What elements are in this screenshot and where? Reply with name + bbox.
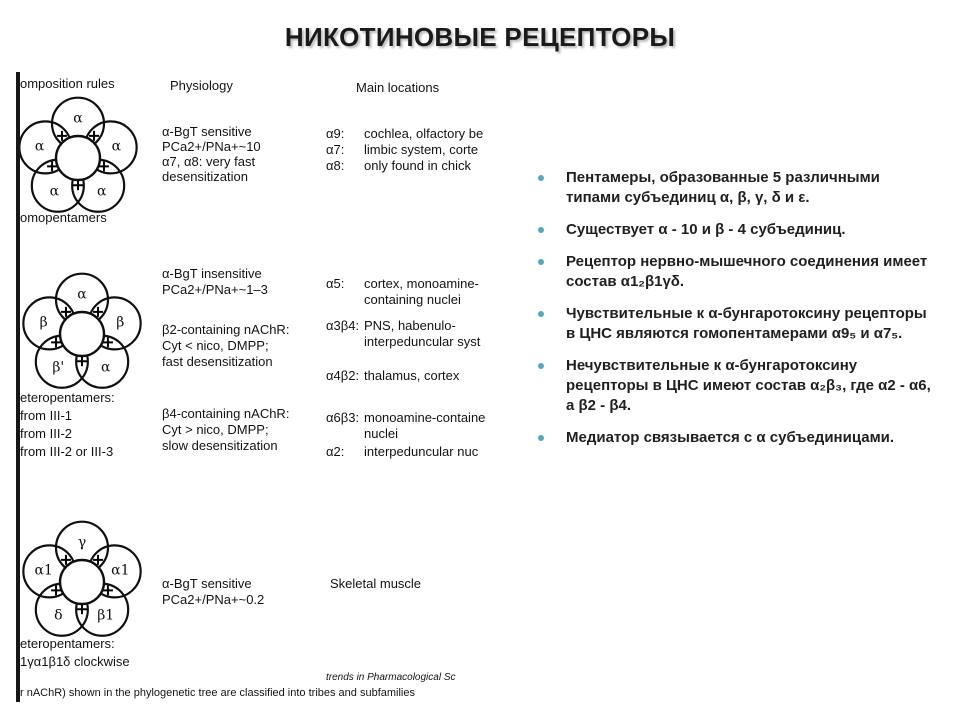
homo-rosette-subunit-label: α [111, 138, 122, 155]
homo-rosette-pore [56, 136, 100, 180]
homo-loc-text: limbic system, corte [364, 142, 479, 157]
homo-rosette-subunit-label: α [49, 183, 60, 200]
bullet-dot-icon [538, 259, 544, 265]
muscle-rosette-subunit-label: α1 [34, 562, 53, 579]
hetero-loc-text: containing nuclei [364, 292, 461, 307]
receptor-figure [16, 72, 500, 702]
hetero-label: from III-2 or III-3 [20, 444, 114, 459]
hetero-phys-line: β2-containing nAChR: [162, 322, 290, 337]
homo-loc-text: cochlea, olfactory be [364, 126, 484, 141]
header-locations: Main locations [356, 80, 440, 95]
hetero-phys-line: α-BgT insensitive [162, 266, 262, 281]
hetero-rosette-pore [60, 312, 104, 356]
homo-phys-line: PCa2+/PNa+~10 [162, 139, 261, 154]
homo-rosette-binding-site-icon [73, 180, 83, 190]
hetero-loc-text: monoamine-containe [364, 410, 486, 425]
muscle-rosette-subunit-label: β1 [97, 607, 115, 624]
figure-footer: r nAChR) shown in the phylogenetic tree are classified into tribes and subfamilies [20, 687, 415, 699]
hetero-loc-text: thalamus, cortex [364, 368, 460, 383]
homo-loc-subunit: α9: [326, 126, 345, 141]
hetero-phys-line: Cyt > nico, DMPP; [162, 422, 269, 437]
bullet-dot-icon [538, 363, 544, 369]
hetero-phys-line: slow desensitization [162, 438, 278, 453]
muscle-rosette-subunit-label: α1 [111, 562, 130, 579]
hetero-phys-line: fast desensitization [162, 354, 273, 369]
homo-phys-line: α-BgT sensitive [162, 124, 252, 139]
hetero-loc-subunit: α6β3: [326, 410, 360, 425]
bullet-item [536, 168, 931, 208]
hetero-loc-subunit: α3β4: [326, 318, 360, 333]
figure-credit: trends in Pharmacological Sc [326, 672, 456, 683]
bullet-text: Чувствительные к α-бунгаротоксину рецепторы в ЦНС являются гомопентамерами α9₅ и α7₅. [566, 305, 927, 342]
homo-loc-subunit: α7: [326, 142, 345, 157]
hetero-loc-text: cortex, monoamine- [364, 276, 479, 291]
muscle-rosette-subunit-label: δ [54, 607, 63, 624]
hetero-label: from III-1 [20, 408, 73, 423]
bullet-item [536, 428, 931, 448]
header-physiology: Physiology [170, 78, 233, 93]
hetero-rosette-subunit-label: β [116, 314, 125, 331]
hetero-rosette-subunit-label: α [100, 359, 111, 376]
bullet-item [536, 356, 931, 416]
hetero-loc-subunit: α5: [326, 276, 345, 291]
homo-rosette-subunit-label: α [34, 138, 45, 155]
bullet-dot-icon [538, 311, 544, 317]
muscle-location: Skeletal muscle [330, 576, 422, 591]
bullet-text: Существует α - 10 и β - 4 субъединиц. [566, 221, 846, 238]
hetero-rosette-subunit-label: β' [52, 359, 65, 376]
bullet-dot-icon [538, 227, 544, 233]
hetero-loc-text: interpeduncular nuc [364, 444, 479, 459]
bullet-list [536, 168, 931, 460]
hetero-loc-subunit: α4β2: [326, 368, 360, 383]
muscle-rosette-binding-site-icon [77, 604, 87, 614]
muscle-phys-line: PCa2+/PNa+~0.2 [162, 592, 265, 607]
hetero-rosette-subunit-label: α [77, 286, 87, 303]
homo-label: omopentamers [20, 210, 107, 225]
hetero-phys-line: PCa2+/PNa+~1–3 [162, 282, 268, 297]
homo-phys-line: α7, α8: very fast [162, 154, 256, 169]
hetero-loc-text: PNS, habenulo- [364, 318, 456, 333]
hetero-label: eteropentamers: [20, 390, 115, 405]
bullet-text: Пентамеры, образованные 5 различными типами субъединиц α, β, γ, δ и ε. [566, 169, 880, 206]
bullet-item [536, 220, 931, 240]
muscle-rosette-pore [60, 560, 104, 604]
hetero-rosette-binding-site-icon [77, 356, 87, 366]
homo-phys-line: desensitization [162, 169, 248, 184]
bullet-text: Рецептор нервно-мышечного соединения имеет состав α1₂β1γδ. [566, 253, 928, 290]
hetero-loc-text: nuclei [364, 426, 398, 441]
muscle-phys-line: α-BgT sensitive [162, 576, 252, 591]
hetero-phys-line: β4-containing nAChR: [162, 406, 290, 421]
hetero-loc-text: interpeduncular syst [364, 334, 481, 349]
hetero-rosette-subunit-label: β [39, 314, 48, 331]
hetero-label: from III-2 [20, 426, 73, 441]
muscle-rosette-subunit-label: γ [77, 534, 87, 551]
homo-rosette-subunit-label: α [96, 183, 107, 200]
bullet-text: Нечувствительные к α-бунгаротоксину рецепторы в ЦНС имеют состав α₂β₃, где α2 - α6, а β2 - β4. [566, 357, 931, 414]
hetero-phys-line: Cyt < nico, DMPP; [162, 338, 269, 353]
homo-loc-subunit: α8: [326, 158, 345, 173]
bullet-dot-icon [538, 435, 544, 441]
slide-title: НИКОТИНОВЫЕ РЕЦЕПТОРЫ [284, 22, 676, 52]
muscle-label: 1γα1β1δ clockwise [20, 654, 130, 669]
bullet-text: Медиатор связывается с α субъединицами. [566, 429, 895, 446]
bullet-dot-icon [538, 175, 544, 181]
hetero-loc-subunit: α2: [326, 444, 345, 459]
muscle-label: eteropentamers: [20, 636, 115, 651]
homo-rosette-subunit-label: α [73, 110, 83, 127]
bullet-item [536, 252, 931, 292]
header-composition: omposition rules [20, 76, 115, 91]
bullet-item [536, 304, 931, 344]
homo-loc-text: only found in chick [364, 158, 471, 173]
